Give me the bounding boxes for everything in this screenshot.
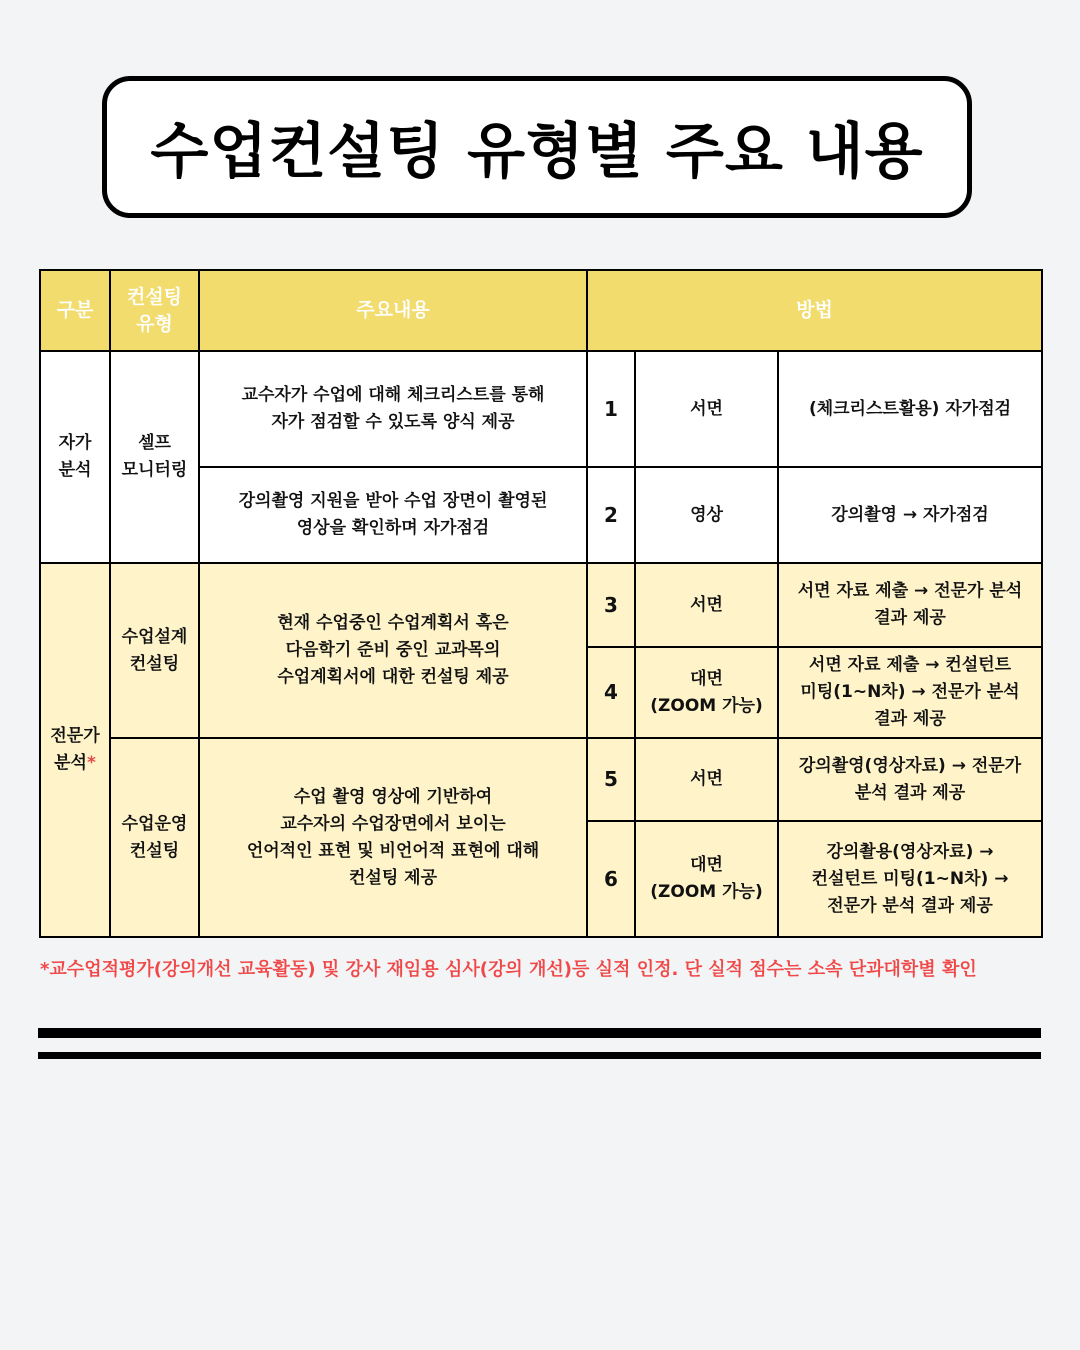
content-line: 언어적인 표현 및 비언어적 표현에 대해 — [246, 840, 540, 861]
content-line: 수업 촬영 영상에 기반하여 — [293, 786, 493, 807]
category-expert-line1: 전문가 — [50, 726, 100, 746]
consulting-table — [39, 269, 1043, 938]
detail-line: 미팅(1~N차) → 전문가 분석 — [800, 682, 1020, 702]
detail-line: 결과 제공 — [874, 608, 946, 628]
page-title: 수업컨설팅 유형별 주요 내용 — [150, 117, 924, 187]
method-cell: 영상 — [635, 467, 778, 563]
header-category: 구분 — [40, 270, 110, 351]
header-method: 방법 — [587, 270, 1042, 351]
divider-thin — [38, 1052, 1041, 1059]
method-line: (ZOOM 가능) — [650, 695, 763, 716]
header-content: 주요내용 — [199, 270, 587, 351]
content-cell — [199, 738, 587, 937]
row-number: 4 — [587, 647, 635, 738]
type-design-line2: 컨설팅 — [129, 653, 180, 674]
header-type — [110, 270, 199, 351]
type-self-monitoring — [110, 351, 199, 563]
detail-line: 강의촬용(영상자료) → — [826, 841, 994, 862]
content-line: 컨설팅 제공 — [348, 867, 438, 888]
footnote: *교수업적평가(강의개선 교육활동) 및 강사 재임용 심사(강의 개선)등 실적 인정. 단 실적 점수는 소속 단과대학별 확인 — [40, 959, 977, 980]
detail-line: 컨설턴트 미팅(1~N차) → — [811, 868, 1009, 889]
header-type-line1: 컨설팅 — [126, 285, 183, 308]
row-number: 6 — [587, 821, 635, 937]
asterisk-mark: * — [86, 753, 96, 773]
detail-cell: (체크리스트활용) 자가점검 — [778, 351, 1042, 467]
row-number: 2 — [587, 467, 635, 563]
method-cell — [635, 821, 778, 937]
detail-cell — [778, 647, 1042, 738]
detail-line: 강의촬영(영상자료) → 전문가 — [798, 755, 1022, 776]
content-line: 수업계획서에 대한 컨설팅 제공 — [277, 667, 509, 687]
table-row — [40, 563, 1042, 647]
row-number: 5 — [587, 738, 635, 821]
category-expert-line2-wrap — [47, 750, 103, 777]
content-line: 다음학기 준비 중인 교과목의 — [285, 640, 501, 660]
method-cell: 서면 — [635, 563, 778, 647]
detail-cell: 강의촬영 → 자가점검 — [778, 467, 1042, 563]
category-expert — [40, 563, 110, 937]
detail-cell — [778, 563, 1042, 647]
content-line: 현재 수업중인 수업계획서 혹은 — [277, 613, 509, 633]
type-self-line1: 셀프 — [138, 433, 171, 453]
content-line: 교수자의 수업장면에서 보이는 — [280, 813, 506, 834]
header-type-line2: 유형 — [136, 312, 173, 335]
method-line: (ZOOM 가능) — [650, 882, 763, 902]
type-operation-line2: 컨설팅 — [129, 840, 180, 861]
detail-cell — [778, 738, 1042, 821]
method-cell: 서면 — [635, 351, 778, 467]
type-self-line2: 모니터링 — [121, 460, 188, 480]
content-cell — [199, 467, 587, 563]
category-self-line2: 분석 — [58, 460, 92, 480]
type-design-line1: 수업설계 — [121, 626, 188, 647]
category-self — [40, 351, 110, 563]
type-operation-consulting — [110, 738, 199, 937]
detail-line: 분석 결과 제공 — [854, 782, 966, 803]
method-cell: 서면 — [635, 738, 778, 821]
content-line: 강의촬영 지원을 받아 수업 장면이 촬영된 — [238, 491, 548, 511]
row-number: 1 — [587, 351, 635, 467]
type-design-consulting — [110, 563, 199, 738]
detail-line: 전문가 분석 결과 제공 — [827, 895, 993, 916]
category-self-line1: 자가 — [58, 433, 92, 453]
type-operation-line1: 수업운영 — [121, 813, 188, 834]
content-cell — [199, 351, 587, 467]
method-line: 대면 — [690, 668, 723, 689]
category-expert-line2: 분석 — [54, 753, 87, 773]
detail-cell — [778, 821, 1042, 937]
table-row — [40, 351, 1042, 467]
method-line: 대면 — [690, 855, 723, 875]
content-line: 교수자가 수업에 대해 체크리스트를 통해 — [241, 385, 545, 405]
detail-line: 서면 자료 제출 → 전문가 분석 — [797, 581, 1023, 601]
divider-thick — [38, 1028, 1041, 1038]
detail-line: 서면 자료 제출 → 컨설턴트 — [808, 655, 1012, 675]
row-number: 3 — [587, 563, 635, 647]
content-line: 영상을 확인하며 자가점검 — [296, 518, 490, 538]
table-row — [40, 738, 1042, 821]
detail-line: 결과 제공 — [874, 709, 946, 729]
content-line: 자가 점검할 수 있도록 양식 제공 — [271, 412, 515, 432]
method-cell — [635, 647, 778, 738]
content-cell — [199, 563, 587, 738]
title-box — [102, 76, 972, 218]
